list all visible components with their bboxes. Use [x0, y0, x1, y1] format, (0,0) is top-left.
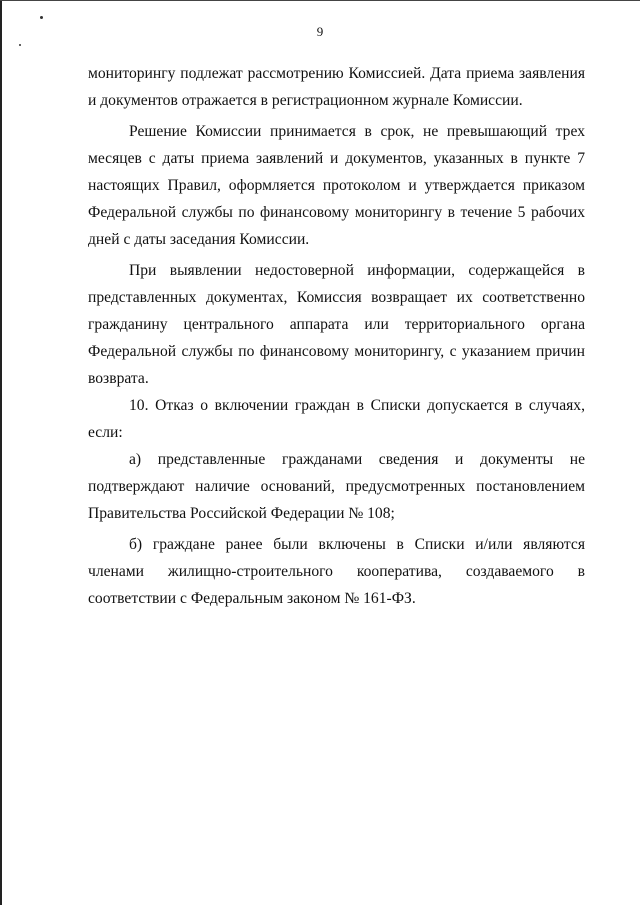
- paragraph-refusal-cases: 10. Отказ о включении граждан в Списки допускается в случаях, если:: [88, 397, 585, 441]
- paragraph-commission-decision: Решение Комиссии принимается в срок, не превышающий трех месяцев с даты приема заявлений и документов, указанных в пункте 7 настоящих Правил, оформляется протоколом и утверждается приказом Федеральной службы по финансовому мониторингу в течение 5 рабочих дней с даты заседания Комиссии.: [88, 123, 585, 248]
- document-body: [88, 60, 585, 612]
- scan-speck: [19, 44, 21, 46]
- paragraph-item-a: а) представленные гражданами сведения и документы не подтверждают наличие оснований, предусмотренных постановлением Правительства Российской Федерации № 108;: [88, 451, 585, 522]
- scan-speck: [40, 16, 43, 19]
- paragraph-false-information: При выявлении недостоверной информации, содержащейся в представленных документах, Комиссия возвращает их соответственно гражданину центрального аппарата или территориального органа Федеральной службы по финансовому мониторингу, с указанием причин возврата.: [88, 262, 585, 387]
- page-number: 9: [316, 24, 324, 39]
- scan-edge-top: [0, 0, 640, 1]
- scan-edge-left: [0, 0, 2, 905]
- paragraph-continuation: мониторингу подлежат рассмотрению Комиссией. Дата приема заявления и документов отражается в регистрационном журнале Комиссии.: [88, 65, 585, 109]
- paragraph-item-b: б) граждане ранее были включены в Списки и/или являются членами жилищно-строительного кооператива, создаваемого в соответствии с Федеральным законом № 161-ФЗ.: [88, 536, 585, 607]
